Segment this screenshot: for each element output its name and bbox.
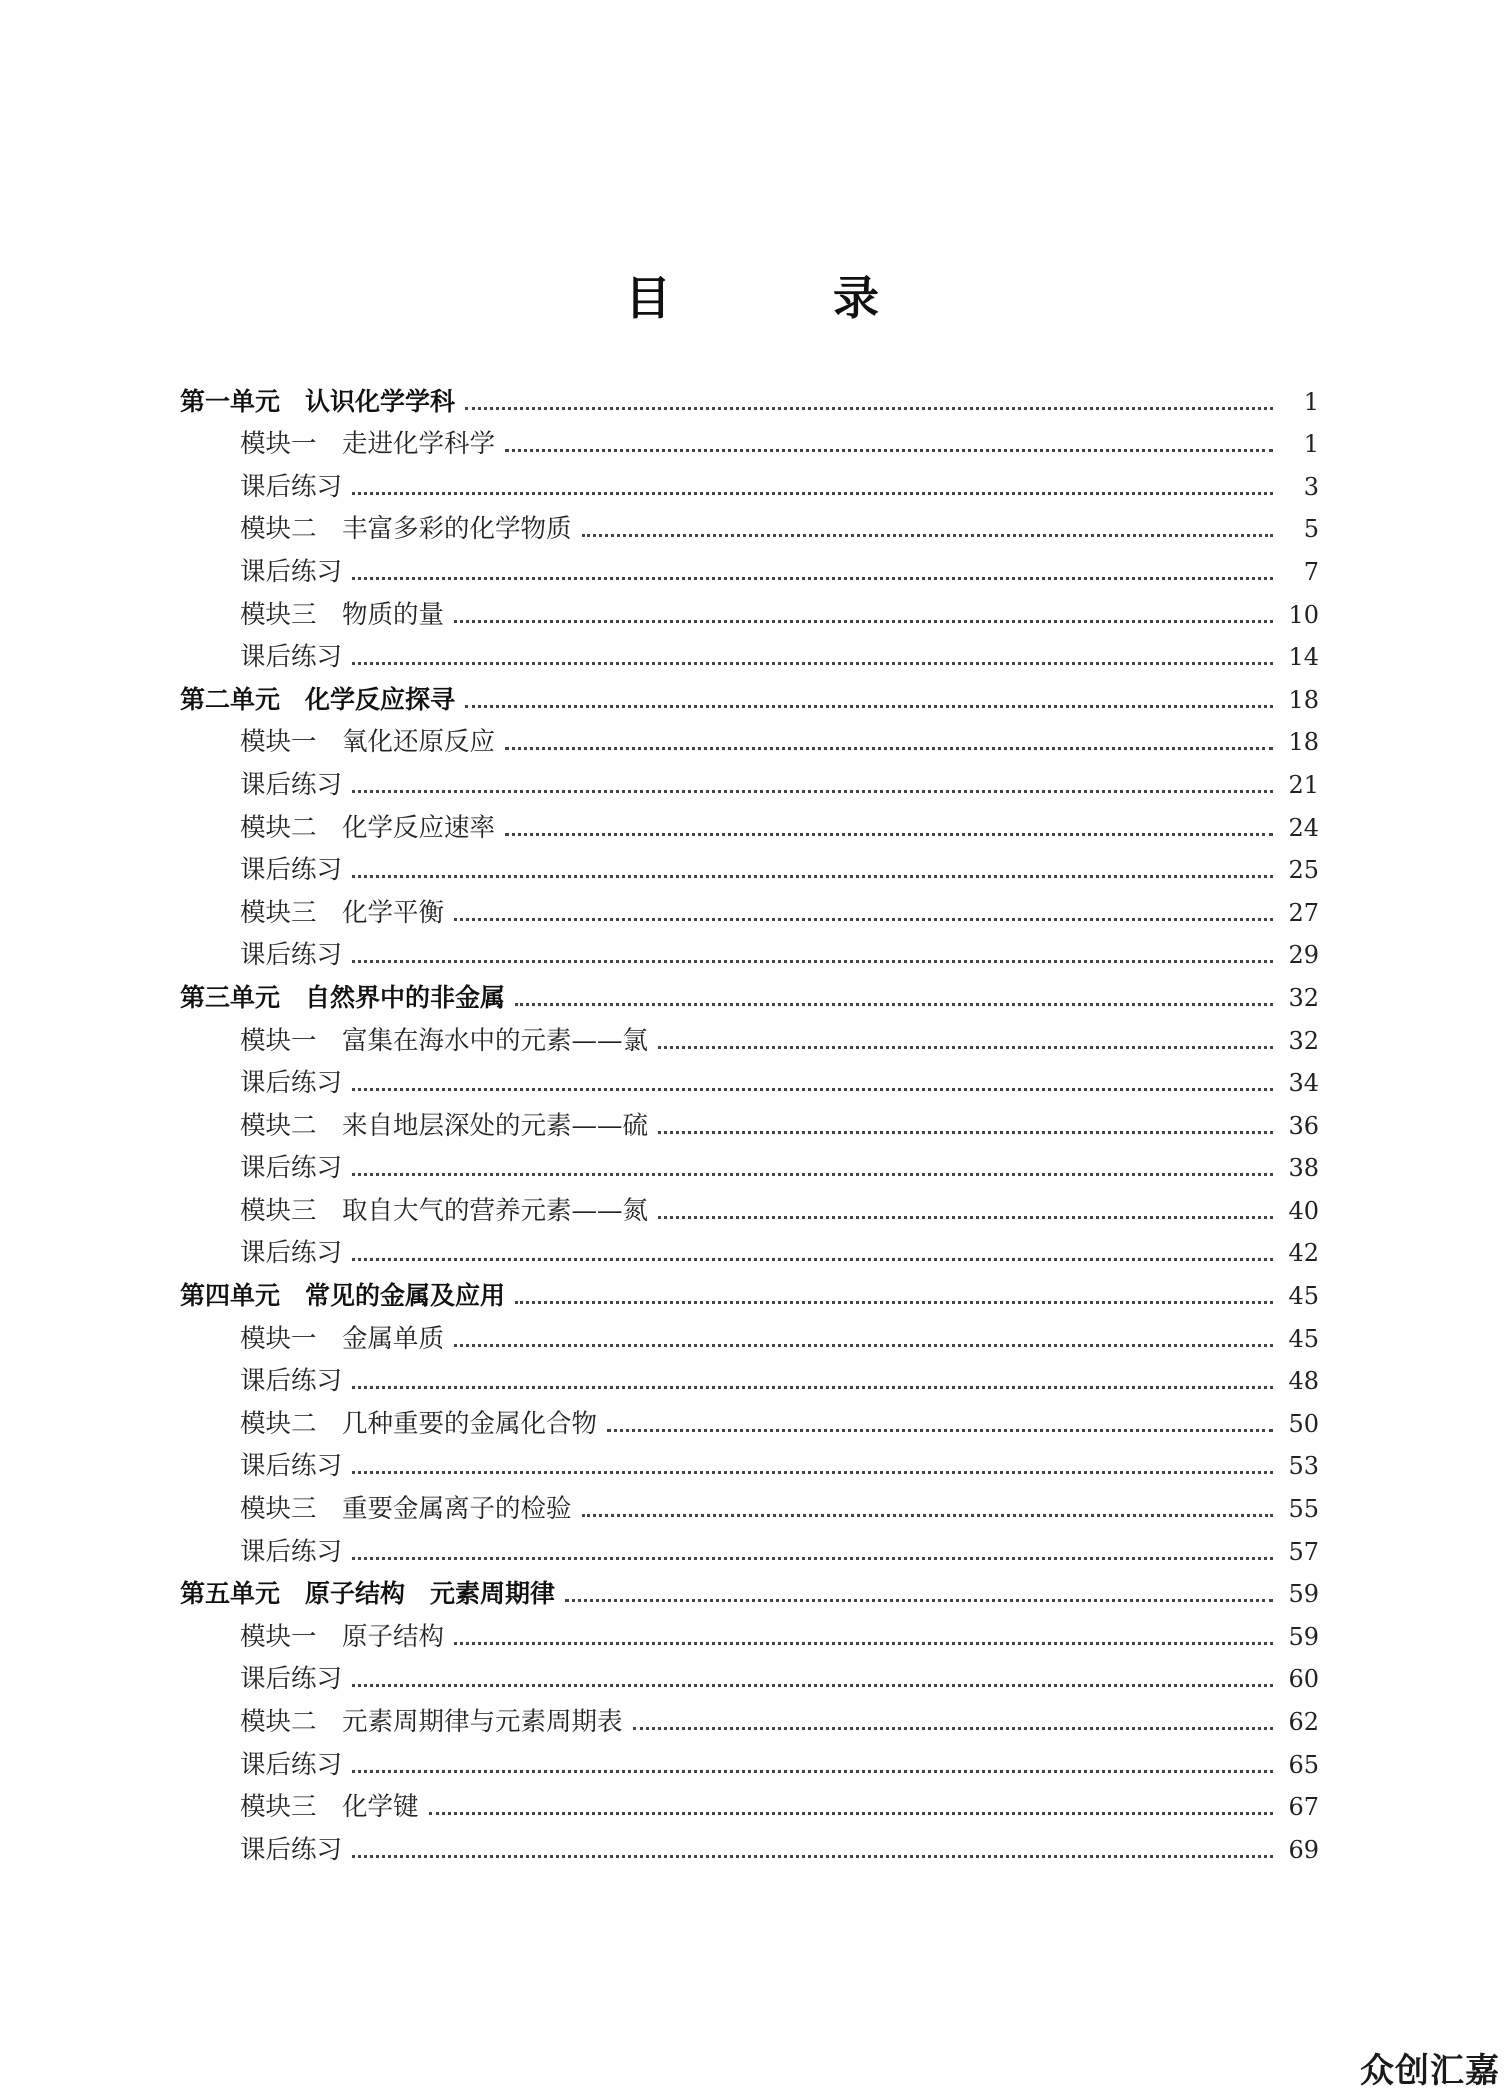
toc-page-number: 7 bbox=[1303, 557, 1319, 586]
dot-leader bbox=[565, 1599, 1273, 1602]
dot-leader bbox=[465, 705, 1273, 708]
toc-entry-label: 第五单元 原子结构 元素周期律 bbox=[180, 1579, 556, 1609]
table-of-contents bbox=[180, 381, 1319, 1872]
dot-leader bbox=[454, 1344, 1273, 1347]
toc-module-entry[interactable] bbox=[180, 1787, 1319, 1830]
toc-entry-label: 课后练习 bbox=[240, 1664, 343, 1695]
toc-page-number: 38 bbox=[1288, 1154, 1319, 1183]
toc-page-number: 10 bbox=[1288, 600, 1319, 629]
toc-module-entry[interactable] bbox=[180, 1148, 1319, 1191]
toc-module-entry[interactable] bbox=[180, 1616, 1319, 1659]
toc-page-number: 67 bbox=[1288, 1793, 1319, 1822]
toc-entry-label: 课后练习 bbox=[240, 1749, 343, 1780]
toc-module-entry[interactable] bbox=[180, 850, 1319, 893]
toc-entry-label: 模块一 金属单质 bbox=[240, 1323, 445, 1354]
dot-leader bbox=[352, 1855, 1273, 1858]
toc-module-entry[interactable] bbox=[180, 722, 1319, 765]
toc-entry-label: 模块一 氧化还原反应 bbox=[240, 727, 496, 758]
toc-unit-entry[interactable] bbox=[180, 1275, 1319, 1318]
dot-leader bbox=[607, 1429, 1273, 1432]
dot-leader bbox=[352, 1173, 1273, 1176]
toc-module-entry[interactable] bbox=[180, 1488, 1319, 1531]
toc-page-number: 25 bbox=[1288, 856, 1319, 885]
toc-entry-label: 模块二 几种重要的金属化合物 bbox=[240, 1408, 598, 1439]
toc-entry-label: 模块三 重要金属离子的检验 bbox=[240, 1494, 572, 1525]
toc-page-number: 34 bbox=[1288, 1069, 1319, 1098]
toc-page-number: 60 bbox=[1288, 1665, 1319, 1694]
toc-page-number: 18 bbox=[1288, 728, 1319, 757]
toc-entry-label: 课后练习 bbox=[240, 1834, 343, 1865]
dot-leader bbox=[465, 407, 1273, 410]
toc-page-number: 14 bbox=[1288, 643, 1319, 672]
dot-leader bbox=[352, 492, 1273, 495]
toc-page-number: 50 bbox=[1288, 1409, 1319, 1438]
toc-module-entry[interactable] bbox=[180, 1190, 1319, 1233]
dot-leader bbox=[658, 1131, 1273, 1134]
toc-module-entry[interactable] bbox=[180, 466, 1319, 509]
toc-page-number: 62 bbox=[1288, 1708, 1319, 1736]
dot-leader bbox=[352, 790, 1273, 793]
toc-module-entry[interactable] bbox=[180, 509, 1319, 552]
toc-page-number: 1 bbox=[1303, 387, 1319, 416]
toc-entry-label: 课后练习 bbox=[240, 1536, 343, 1567]
dot-leader bbox=[505, 449, 1273, 452]
toc-module-entry[interactable] bbox=[180, 551, 1319, 594]
toc-page-number: 24 bbox=[1288, 813, 1319, 842]
toc-module-entry[interactable] bbox=[180, 1446, 1319, 1489]
dot-leader bbox=[515, 1003, 1273, 1006]
dot-leader bbox=[352, 960, 1273, 963]
toc-entry-label: 课后练习 bbox=[240, 1451, 343, 1482]
toc-module-entry[interactable] bbox=[180, 1063, 1319, 1106]
toc-page-number: 32 bbox=[1288, 983, 1319, 1012]
dot-leader bbox=[515, 1301, 1273, 1304]
toc-entry-label: 第三单元 自然界中的非金属 bbox=[180, 982, 506, 1012]
toc-page-number: 40 bbox=[1288, 1196, 1319, 1225]
toc-page-number: 69 bbox=[1288, 1835, 1319, 1864]
page-title: 目 录 bbox=[625, 271, 937, 325]
toc-page-number: 59 bbox=[1288, 1622, 1319, 1651]
dot-leader bbox=[352, 1258, 1273, 1261]
toc-entry-label: 模块三 物质的量 bbox=[240, 599, 445, 630]
toc-unit-entry[interactable] bbox=[180, 381, 1319, 424]
toc-module-entry[interactable] bbox=[180, 1105, 1319, 1148]
toc-page-number: 32 bbox=[1288, 1026, 1319, 1055]
dot-leader bbox=[454, 918, 1273, 921]
toc-module-entry[interactable] bbox=[180, 1701, 1319, 1744]
toc-module-entry[interactable] bbox=[180, 594, 1319, 637]
dot-leader bbox=[352, 1770, 1273, 1773]
toc-page-number: 21 bbox=[1288, 770, 1319, 799]
dot-leader bbox=[352, 662, 1273, 665]
dot-leader bbox=[352, 1386, 1273, 1389]
toc-entry-label: 课后练习 bbox=[240, 1238, 343, 1269]
toc-unit-entry[interactable] bbox=[180, 1574, 1319, 1617]
toc-module-entry[interactable] bbox=[180, 935, 1319, 978]
toc-entry-label: 课后练习 bbox=[240, 1153, 343, 1184]
toc-module-entry[interactable] bbox=[180, 424, 1319, 467]
toc-page-number: 29 bbox=[1288, 941, 1319, 970]
toc-entry-label: 模块三 化学平衡 bbox=[240, 897, 445, 928]
toc-page-number: 55 bbox=[1288, 1495, 1319, 1524]
toc-entry-label: 模块二 来自地层深处的元素——硫 bbox=[240, 1110, 649, 1141]
dot-leader bbox=[658, 1046, 1273, 1049]
toc-entry-label: 第四单元 常见的金属及应用 bbox=[180, 1281, 506, 1311]
dot-leader bbox=[658, 1216, 1273, 1219]
toc-entry-label: 课后练习 bbox=[240, 1068, 343, 1099]
toc-page-number: 1 bbox=[1303, 430, 1319, 459]
toc-page-number: 45 bbox=[1288, 1324, 1319, 1353]
toc-page-number: 48 bbox=[1288, 1367, 1319, 1396]
toc-unit-entry[interactable] bbox=[180, 679, 1319, 722]
toc-entry-label: 模块二 化学反应速率 bbox=[240, 812, 496, 843]
toc-page-number: 5 bbox=[1303, 515, 1319, 544]
watermark-logo: 众创汇嘉 bbox=[1360, 2051, 1500, 2091]
toc-page-number: 65 bbox=[1288, 1750, 1319, 1779]
toc-entry-label: 第二单元 化学反应探寻 bbox=[180, 684, 456, 714]
toc-page-number: 3 bbox=[1303, 472, 1319, 501]
dot-leader bbox=[352, 1684, 1273, 1687]
toc-entry-label: 模块一 富集在海水中的元素——氯 bbox=[240, 1025, 649, 1056]
toc-page-number: 57 bbox=[1288, 1537, 1319, 1566]
dot-leader bbox=[633, 1727, 1273, 1730]
toc-module-entry[interactable] bbox=[180, 1361, 1319, 1404]
toc-entry-label: 第一单元 认识化学学科 bbox=[180, 386, 456, 416]
toc-page-number: 18 bbox=[1288, 685, 1319, 714]
toc-entry-label: 课后练习 bbox=[240, 940, 343, 971]
dot-leader bbox=[454, 1642, 1273, 1645]
toc-entry-label: 模块三 取自大气的营养元素——氮 bbox=[240, 1195, 649, 1226]
toc-entry-label: 课后练习 bbox=[240, 769, 343, 800]
toc-module-entry[interactable] bbox=[180, 1233, 1319, 1276]
dot-leader bbox=[582, 534, 1273, 537]
toc-page-number: 36 bbox=[1288, 1111, 1319, 1140]
dot-leader bbox=[454, 620, 1273, 623]
toc-entry-label: 课后练习 bbox=[240, 855, 343, 886]
toc-entry-label: 模块二 丰富多彩的化学物质 bbox=[240, 514, 572, 545]
dot-leader bbox=[505, 747, 1273, 750]
toc-module-entry[interactable] bbox=[180, 1403, 1319, 1446]
toc-module-entry[interactable] bbox=[180, 1531, 1319, 1574]
toc-module-entry[interactable] bbox=[180, 1659, 1319, 1702]
toc-module-entry[interactable] bbox=[180, 807, 1319, 850]
toc-entry-label: 模块一 原子结构 bbox=[240, 1621, 445, 1652]
dot-leader bbox=[352, 1557, 1273, 1560]
dot-leader bbox=[352, 1088, 1273, 1091]
toc-page-number: 42 bbox=[1288, 1239, 1319, 1268]
toc-entry-label: 模块一 走进化学科学 bbox=[240, 429, 496, 460]
toc-module-entry[interactable] bbox=[180, 1829, 1319, 1872]
dot-leader bbox=[352, 577, 1273, 580]
toc-entry-label: 课后练习 bbox=[240, 471, 343, 502]
dot-leader bbox=[582, 1514, 1273, 1517]
toc-unit-entry[interactable] bbox=[180, 977, 1319, 1020]
toc-entry-label: 课后练习 bbox=[240, 556, 343, 587]
toc-entry-label: 课后练习 bbox=[240, 1366, 343, 1397]
toc-module-entry[interactable] bbox=[180, 1744, 1319, 1787]
toc-entry-label: 模块三 化学键 bbox=[240, 1792, 419, 1823]
toc-module-entry[interactable] bbox=[180, 764, 1319, 807]
dot-leader bbox=[429, 1812, 1273, 1815]
dot-leader bbox=[352, 1471, 1273, 1474]
toc-page-number: 27 bbox=[1288, 898, 1319, 927]
toc-module-entry[interactable] bbox=[180, 1318, 1319, 1361]
toc-module-entry[interactable] bbox=[180, 1020, 1319, 1063]
toc-page-number: 45 bbox=[1288, 1282, 1319, 1311]
toc-entry-label: 模块二 元素周期律与元素周期表 bbox=[240, 1707, 623, 1737]
toc-module-entry[interactable] bbox=[180, 637, 1319, 680]
dot-leader bbox=[352, 875, 1273, 878]
toc-page-number: 53 bbox=[1288, 1452, 1319, 1481]
toc-entry-label: 课后练习 bbox=[240, 642, 343, 673]
toc-page-number: 59 bbox=[1288, 1580, 1319, 1609]
dot-leader bbox=[505, 833, 1273, 836]
toc-module-entry[interactable] bbox=[180, 892, 1319, 935]
